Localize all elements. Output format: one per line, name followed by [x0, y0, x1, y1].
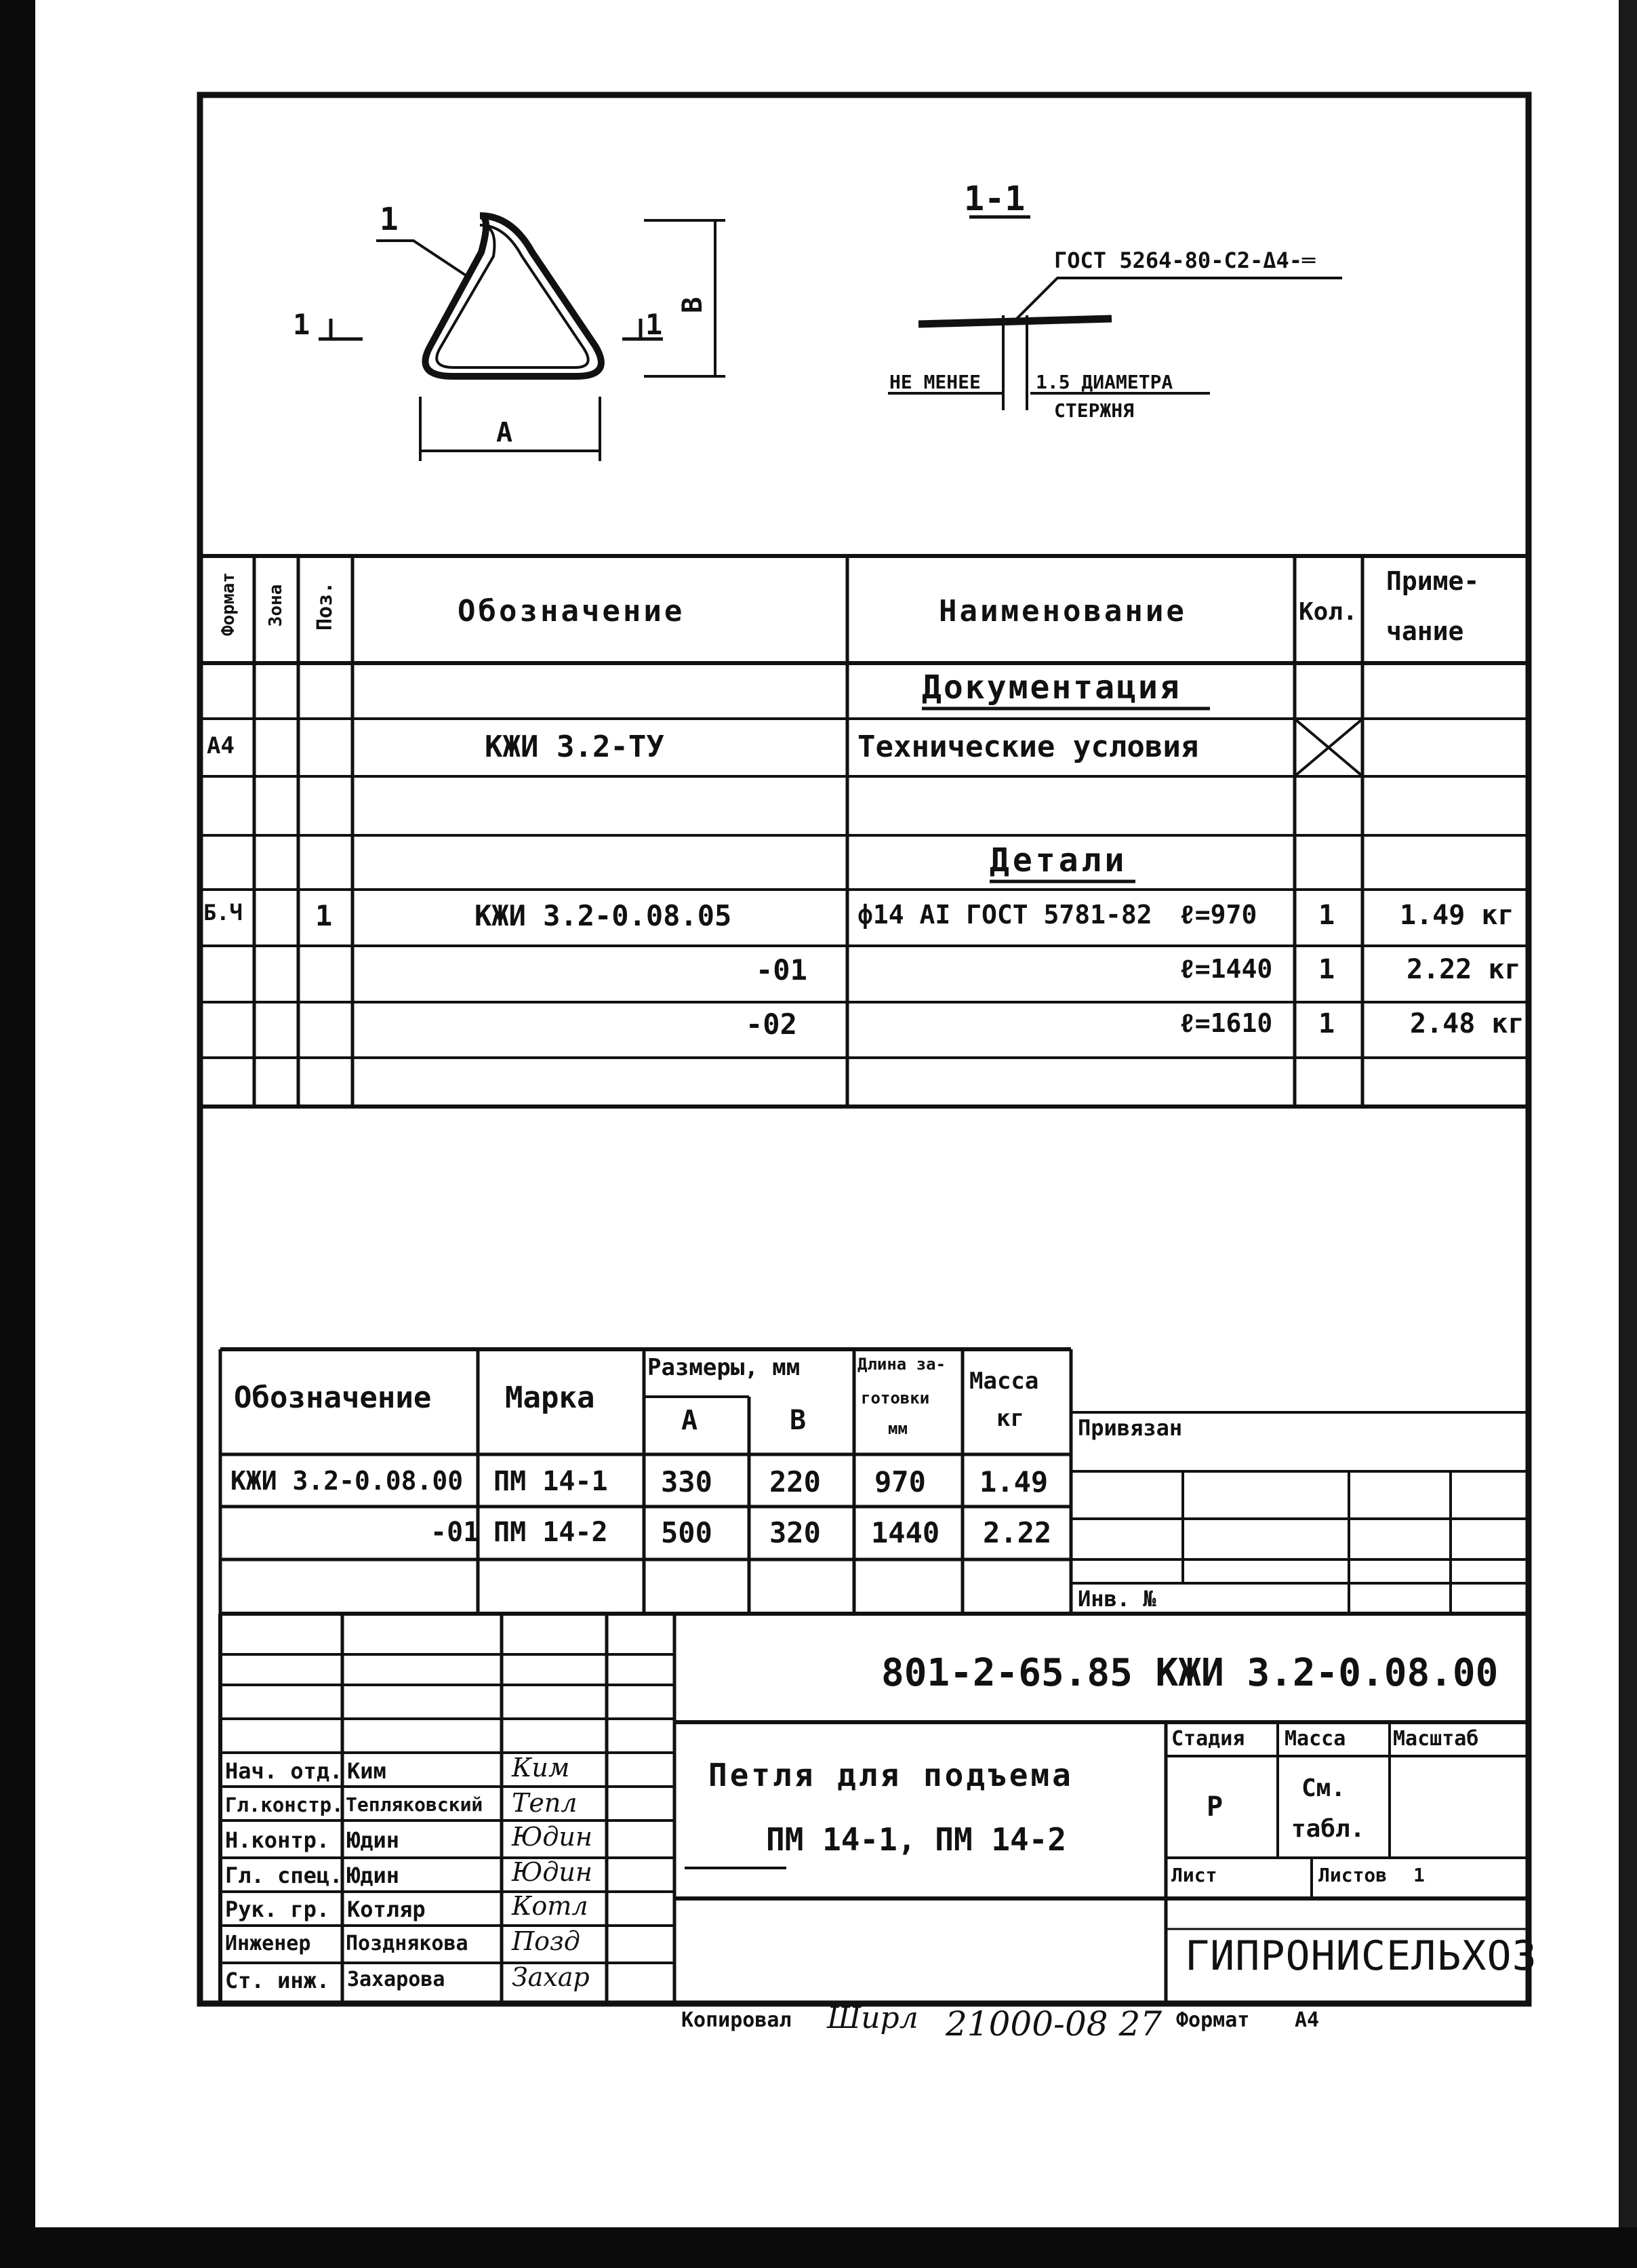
- sizes-row-2-mark: ПМ 14-2: [493, 1517, 608, 1548]
- staff-signature: Котл: [512, 1891, 588, 1921]
- lifting-loop-outline: [425, 216, 601, 376]
- copied-signature: Ширл: [827, 2001, 918, 2035]
- format-value: А4: [1295, 2008, 1320, 2032]
- detail-row-3-note: 2.48 кг: [1410, 1008, 1524, 1039]
- detail-row-2-note: 2.22 кг: [1407, 954, 1521, 985]
- sizes-row-2-b: 320: [769, 1516, 821, 1549]
- detail-row-1-name: ф14 AI ГОСТ 5781-82: [857, 900, 1152, 930]
- dimension-a-label: A: [496, 417, 513, 448]
- sizes-header-sizes: Размеры, мм: [647, 1354, 801, 1381]
- doc-row-designation: КЖИ 3.2-ТУ: [485, 730, 664, 764]
- sheets-value: 1: [1413, 1864, 1425, 1886]
- detail-row-1-qty: 1: [1318, 900, 1335, 931]
- detail-row-2-designation: -01: [756, 953, 807, 987]
- sizes-header-a: А: [681, 1405, 698, 1436]
- mass-label: Масса: [1285, 1727, 1346, 1751]
- sizes-row-2-mass: 2.22: [983, 1516, 1052, 1549]
- sizes-header-blank-line3: мм: [888, 1419, 908, 1438]
- sizes-row-1-length: 970: [874, 1465, 926, 1498]
- staff-signature: Ким: [512, 1753, 570, 1783]
- sizes-header-b: В: [790, 1405, 807, 1436]
- header-note-line2: чание: [1386, 616, 1464, 646]
- doc-row-format: А4: [207, 732, 235, 759]
- header-qty: Кол.: [1299, 598, 1358, 626]
- staff-signature: Юдин: [512, 1857, 592, 1887]
- sizes-row-1-designation: КЖИ 3.2-0.08.00: [230, 1466, 464, 1496]
- section-1-1-title: 1-1: [964, 179, 1026, 218]
- document-code: 801-2-65.85 КЖИ 3.2-0.08.00: [881, 1651, 1499, 1695]
- detail-row-1-pos: 1: [315, 899, 333, 932]
- inventory-number-label: Инв. №: [1078, 1586, 1156, 1612]
- staff-role: Ст. инж.: [225, 1968, 330, 1993]
- staff-signature: Позд: [512, 1926, 580, 1956]
- detail-row-1-designation: КЖИ 3.2-0.08.05: [474, 899, 732, 932]
- staff-role: Инженер: [225, 1932, 311, 1955]
- detail-row-1-length: ℓ=970: [1179, 900, 1257, 930]
- dimension-b-label: B: [677, 296, 709, 314]
- organization-name: ГИПРОНИСЕЛЬХОЗ: [1185, 1932, 1537, 1980]
- sizes-header-blank-line1: Длина за-: [857, 1355, 946, 1374]
- detail-row-3-designation: -02: [746, 1008, 797, 1041]
- detail-row-1-format: Б.Ч: [203, 900, 243, 926]
- staff-role: Гл.констр.: [225, 1793, 344, 1816]
- staff-name: Котляр: [347, 1896, 426, 1922]
- sizes-header-designation: Обозначение: [234, 1380, 432, 1415]
- mass-value-line1: См.: [1301, 1774, 1346, 1802]
- copied-label: Копировал: [681, 2008, 792, 2032]
- header-designation: Обозначение: [458, 594, 685, 629]
- staff-name: Захарова: [347, 1968, 445, 1991]
- sizes-row-2-designation: -01: [430, 1517, 480, 1548]
- staff-name: Позднякова: [346, 1932, 468, 1955]
- sizes-row-2-length: 1440: [871, 1516, 940, 1549]
- sizes-row-1-b: 220: [769, 1465, 821, 1498]
- position-label-1: 1: [380, 201, 399, 237]
- header-name: Наименование: [939, 594, 1187, 629]
- sizes-header-mass-line1: Масса: [969, 1368, 1039, 1395]
- doc-row-name: Технические условия: [857, 730, 1199, 764]
- staff-signature: Юдин: [512, 1822, 592, 1852]
- copied-number: 21000-08 27: [946, 2004, 1163, 2044]
- sheet-frame: [200, 95, 1529, 2004]
- staff-signature: Захар: [512, 1962, 590, 1992]
- sizes-header-blank-line2: готовки: [861, 1389, 930, 1408]
- staff-signature: Тепл: [512, 1788, 578, 1818]
- detail-row-1-note: 1.49 кг: [1400, 900, 1514, 931]
- weld-min-value: 1.5 ДИАМЕТРА: [1036, 371, 1173, 393]
- scale-label: Масштаб: [1393, 1727, 1479, 1751]
- section-documentation: Документация: [922, 669, 1181, 707]
- section-details: Детали: [990, 841, 1128, 879]
- sizes-row-1-a: 330: [661, 1465, 712, 1498]
- header-pos: Поз.: [313, 581, 337, 631]
- staff-name: Юдин: [347, 1827, 400, 1853]
- stage-label: Стадия: [1171, 1727, 1245, 1751]
- staff-role: Н.контр.: [225, 1827, 330, 1853]
- sizes-header-mark: Марка: [505, 1380, 595, 1415]
- detail-row-3-length: ℓ=1610: [1179, 1008, 1273, 1038]
- staff-name: Тепляковский: [346, 1793, 483, 1816]
- drawing-title-line1: Петля для подъема: [708, 1757, 1074, 1793]
- mass-value-line2: табл.: [1291, 1815, 1365, 1843]
- staff-role: Нач. отд.: [225, 1758, 343, 1784]
- sheets-label: Листов: [1318, 1864, 1388, 1886]
- staff-name: Ким: [347, 1758, 386, 1784]
- weld-gost-callout: ГОСТ 5264-80-С2-Δ4-═: [1054, 247, 1316, 273]
- staff-name: Юдин: [347, 1863, 400, 1888]
- section-mark-right: 1: [645, 308, 663, 341]
- section-mark-left: 1: [293, 308, 310, 341]
- format-label: Формат: [1176, 2008, 1250, 2032]
- staff-role: Рук. гр.: [225, 1896, 330, 1922]
- header-note-line1: Приме-: [1386, 566, 1480, 596]
- staff-role: Гл. спец.: [225, 1863, 343, 1888]
- stage-value: Р: [1207, 1791, 1224, 1823]
- sizes-header-mass-line2: кг: [996, 1405, 1024, 1432]
- detail-row-2-qty: 1: [1318, 954, 1335, 985]
- sizes-row-1-mark: ПМ 14-1: [493, 1466, 608, 1497]
- header-format: Формат: [218, 572, 239, 636]
- weld-min-suffix: СТЕРЖНЯ: [1054, 399, 1135, 422]
- drawing-title-line2: ПМ 14-1, ПМ 14-2: [766, 1821, 1067, 1858]
- sizes-row-2-a: 500: [661, 1516, 712, 1549]
- header-zone: Зона: [266, 584, 286, 627]
- detail-row-2-length: ℓ=1440: [1179, 954, 1273, 984]
- weld-min-prefix: НЕ МЕНЕЕ: [889, 371, 981, 393]
- detail-row-3-qty: 1: [1318, 1008, 1335, 1039]
- sizes-row-1-mass: 1.49: [979, 1465, 1049, 1498]
- attached-label: Привязан: [1078, 1415, 1183, 1441]
- sheet-label: Лист: [1171, 1864, 1217, 1886]
